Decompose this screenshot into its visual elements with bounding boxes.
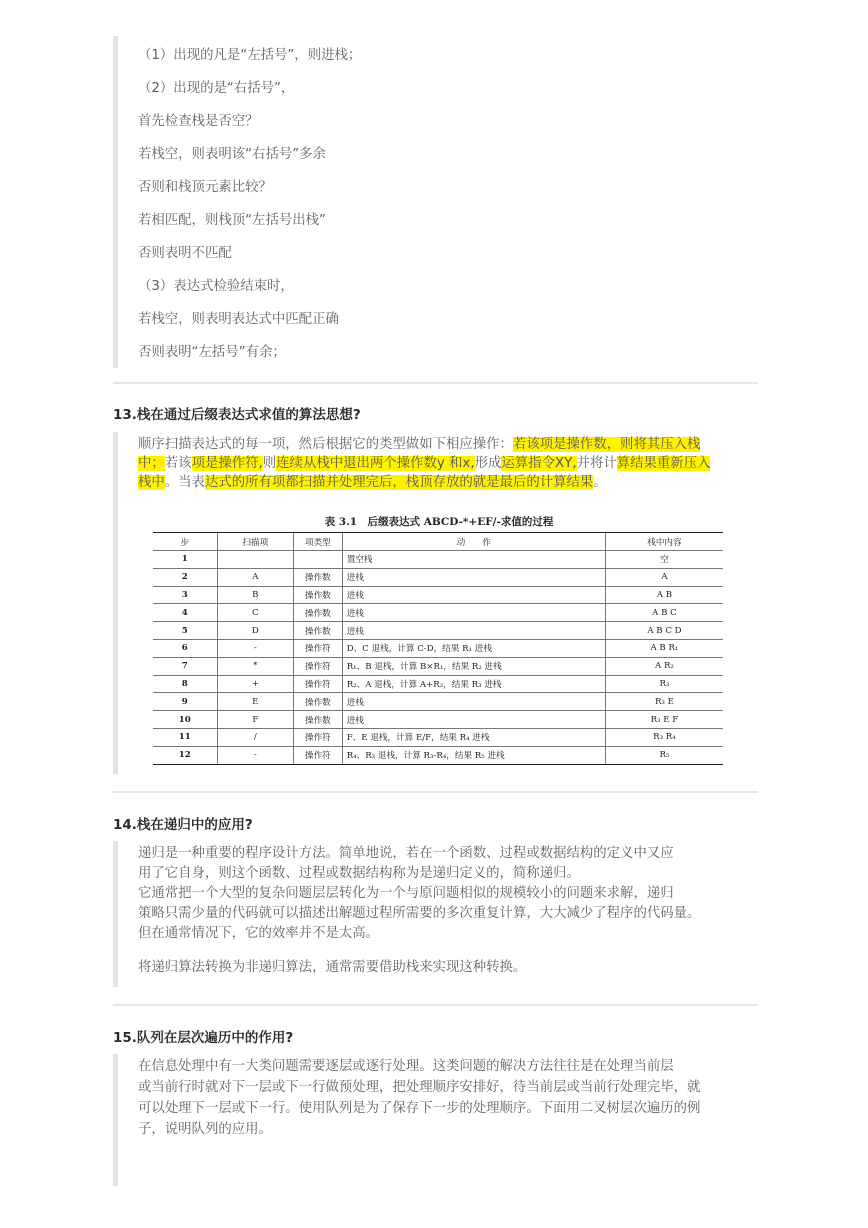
text: 则 — [262, 456, 277, 471]
table-cell: - — [217, 639, 293, 657]
paragraph-line: 可以处理下一层或下一行。使用队列是为了保存下一步的处理顺序。下面用二叉树层次遍历的例 — [138, 1101, 701, 1116]
quote-line: （1）出现的凡是“左括号”，则进栈； — [138, 48, 362, 63]
table-cell: 9 — [153, 693, 217, 711]
highlighted-text: 连续从栈中退出两个操作数y 和x, — [276, 456, 475, 471]
table-row — [153, 675, 723, 693]
table-cell: 进栈 — [342, 711, 605, 729]
table-row — [153, 746, 723, 764]
section-heading: 13.栈在通过后缀表达式求值的算法思想? — [113, 407, 361, 423]
table-cell: 5 — [153, 622, 217, 640]
quote-line: 若相匹配，则栈顶“左括号出栈” — [138, 213, 326, 228]
table-cell: R₂、A 退栈，计算 A+R₂，结果 R₃ 进栈 — [342, 675, 605, 693]
table-cell: D — [217, 622, 293, 640]
highlighted-text: 栈中 — [138, 475, 165, 490]
section-heading: 15.队列在层次遍历中的作用? — [113, 1030, 294, 1046]
table-cell: B — [217, 586, 293, 604]
paragraph-line: 它通常把一个大型的复杂问题层层转化为一个与原问题相似的规模较小的问题来求解，递归 — [138, 886, 674, 901]
column-header: 项类型 — [294, 533, 343, 551]
quote-line: 否则表明不匹配 — [138, 246, 232, 261]
highlighted-text: 达式的所有项都扫描并处理完后，栈顶存放的就是最后的计算结果 — [204, 475, 594, 490]
table-cell: A B R₁ — [605, 639, 723, 657]
table-cell: 7 — [153, 657, 217, 675]
table-cell: A B C D — [605, 622, 723, 640]
paragraph-line: 将递归算法转换为非递归算法，通常需要借助栈来实现这种转换。 — [138, 960, 527, 975]
divider — [113, 1004, 758, 1006]
table-cell: R₁、B 退栈，计算 B×R₁，结果 R₂ 进栈 — [342, 657, 605, 675]
table-cell: 4 — [153, 604, 217, 622]
quote-line: 若栈空，则表明表达式中匹配正确 — [138, 312, 339, 327]
table-row — [153, 604, 723, 622]
quote-block-recursion — [113, 841, 758, 987]
table-cell: 操作符 — [294, 675, 343, 693]
table-cell: 操作数 — [294, 622, 343, 640]
table-cell: 操作符 — [294, 639, 343, 657]
paragraph-line: 或当前行时就对下一层或下一行做预处理，把处理顺序安排好，待当前层或当前行处理完毕，就 — [138, 1080, 701, 1095]
table-cell: 操作符 — [294, 728, 343, 746]
quote-line: 若栈空，则表明该“右括号”多余 — [138, 147, 326, 162]
table-cell: 进栈 — [342, 604, 605, 622]
table-cell: 操作符 — [294, 657, 343, 675]
quote-line: 首先检查栈是否空？ — [138, 114, 259, 129]
table-cell: 11 — [153, 728, 217, 746]
text: 若该 — [164, 456, 192, 471]
text: 形成 — [474, 456, 502, 471]
table-cell: A B C — [605, 604, 723, 622]
table-row — [153, 657, 723, 675]
table-cell: A — [605, 568, 723, 586]
paragraph — [138, 474, 607, 492]
text: 。当表 — [164, 475, 205, 490]
paragraph-line: 子，说明队列的应用。 — [138, 1122, 272, 1137]
column-header: 动 作 — [342, 533, 605, 551]
table-cell: 1 — [153, 551, 217, 569]
table-cell: 操作数 — [294, 568, 343, 586]
column-header: 扫描项 — [217, 533, 293, 551]
table-cell: A B — [605, 586, 723, 604]
table-title: 表 3.1 后缀表达式 ABCD-*+EF/-求值的过程 — [324, 516, 554, 528]
paragraph-line: 递归是一种重要的程序设计方法。简单地说，若在一个函数、过程或数据结构的定义中又应 — [138, 846, 674, 861]
table-cell: R₃ E F — [605, 711, 723, 729]
table-cell: + — [217, 675, 293, 693]
paragraph-line: 在信息处理中有一大类问题需要逐层或逐行处理。这类问题的解决方法往往是在处理当前层 — [138, 1059, 674, 1074]
highlighted-text: 若该项是操作数，则将其压入栈 — [512, 437, 701, 452]
quote-block-queue — [113, 1054, 758, 1186]
text: 并将计 — [576, 456, 617, 471]
table-cell: A R₂ — [605, 657, 723, 675]
paragraph-line: 但在通常情况下，它的效率并不是太高。 — [138, 926, 380, 941]
table-row — [153, 622, 723, 640]
paragraph-line: 用了它自身，则这个函数、过程或数据结构称为是递归定义的，简称递归。 — [138, 866, 580, 881]
table-cell — [294, 551, 343, 569]
table-cell: R₄、R₃ 退栈，计算 R₃-R₄，结果 R₅ 进栈 — [342, 746, 605, 764]
table-cell: 进栈 — [342, 586, 605, 604]
section-heading: 14.栈在递归中的应用? — [113, 817, 253, 833]
table-cell: C — [217, 604, 293, 622]
table-cell: R₅ — [605, 746, 723, 764]
table-cell: F — [217, 711, 293, 729]
table-row — [153, 639, 723, 657]
table-cell: 操作符 — [294, 746, 343, 764]
table-cell: R₃ R₄ — [605, 728, 723, 746]
table-row — [153, 728, 723, 746]
table-cell: * — [217, 657, 293, 675]
table-cell: 进栈 — [342, 622, 605, 640]
table-cell: 3 — [153, 586, 217, 604]
divider — [113, 791, 758, 793]
quote-block-matching — [113, 36, 758, 368]
table-cell: E — [217, 693, 293, 711]
column-header: 步 — [153, 533, 217, 551]
table-row — [153, 586, 723, 604]
highlighted-text: 项是操作符, — [191, 456, 263, 471]
paragraph-line: 策略只需少量的代码就可以描述出解题过程所需要的多次重复计算，大大减少了程序的代码量。 — [138, 906, 701, 921]
postfix-eval-table — [153, 532, 723, 765]
table-cell: 进栈 — [342, 693, 605, 711]
table-header-row — [153, 533, 723, 551]
table-cell: 操作数 — [294, 586, 343, 604]
table-cell: 6 — [153, 639, 217, 657]
highlighted-text: 运算指令XY, — [501, 456, 577, 471]
table-row — [153, 711, 723, 729]
text: 顺序扫描表达式的每一项，然后根据它的类型做如下相应操作： — [138, 437, 513, 452]
quote-line: （3）表达式检验结束时， — [138, 279, 294, 294]
quote-line: 否则和栈顶元素比较？ — [138, 180, 272, 195]
column-header: 栈中内容 — [605, 533, 723, 551]
table-row — [153, 568, 723, 586]
table-cell: F、E 退栈，计算 E/F，结果 R₄ 进栈 — [342, 728, 605, 746]
postfix-eval-table-figure — [153, 512, 725, 765]
table-cell: 操作数 — [294, 711, 343, 729]
table-cell — [217, 551, 293, 569]
table-cell: R₃ — [605, 675, 723, 693]
highlighted-text: 算结果重新压入 — [616, 456, 711, 471]
table-cell: R₃ E — [605, 693, 723, 711]
table-cell: 操作数 — [294, 693, 343, 711]
text: 。 — [593, 475, 607, 490]
table-cell: A — [217, 568, 293, 586]
table-cell: 2 — [153, 568, 217, 586]
highlighted-text: 中； — [138, 456, 165, 471]
quote-line: 否则表明“左括号”有余； — [138, 345, 286, 360]
table-cell: 空 — [605, 551, 723, 569]
table-cell: 8 — [153, 675, 217, 693]
paragraph — [138, 455, 710, 473]
table-cell: 置空栈 — [342, 551, 605, 569]
table-row — [153, 551, 723, 569]
table-cell: - — [217, 746, 293, 764]
table-cell: / — [217, 728, 293, 746]
table-cell: D、C 退栈，计算 C-D，结果 R₁ 进栈 — [342, 639, 605, 657]
paragraph — [138, 436, 700, 454]
table-cell: 12 — [153, 746, 217, 764]
quote-line: （2）出现的是“右括号”， — [138, 81, 295, 96]
table-cell: 操作数 — [294, 604, 343, 622]
table-cell: 10 — [153, 711, 217, 729]
table-cell: 进栈 — [342, 568, 605, 586]
table-row — [153, 693, 723, 711]
divider — [113, 382, 758, 384]
